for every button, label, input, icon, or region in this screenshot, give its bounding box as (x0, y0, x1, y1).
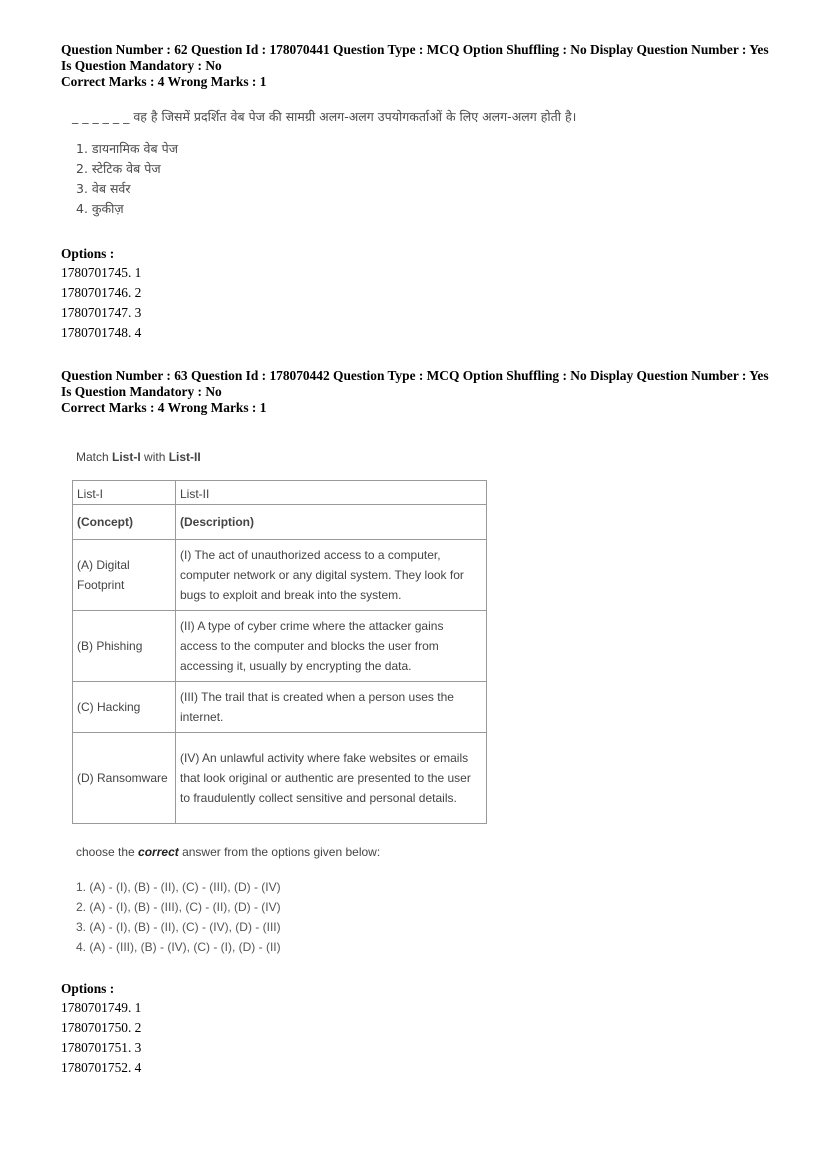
mandatory-line: Is Question Mandatory : No (61, 384, 222, 399)
table-cell: (C) Hacking (73, 682, 176, 733)
question-header (61, 42, 776, 90)
table-cell: (II) A type of cyber crime where the attacker gains access to the computer and blocks the user from accessing it, usually by encrypting the data. (176, 611, 487, 682)
question-meta-line: Question Number : 62 Question Id : 178070441 Question Type : MCQ Option Shuffling : No Display Question Number : Yes (61, 42, 769, 57)
option-item: 1780701750. 2 (61, 1020, 142, 1035)
table-header-row (73, 481, 487, 505)
match-table (72, 480, 487, 824)
table-row (73, 540, 487, 611)
table-row (73, 733, 487, 824)
table-header-row (73, 505, 487, 540)
table-cell: (B) Phishing (73, 611, 176, 682)
table-header-cell: List-I (73, 481, 176, 505)
options-title: Options : (61, 246, 115, 261)
table-row (73, 682, 487, 733)
choice-item: 1. डायनामिक वेब पेज (76, 141, 178, 156)
option-item: 1780701745. 1 (61, 265, 142, 280)
question-header (61, 368, 776, 416)
answer-item: 4. (A) - (III), (B) - (IV), (C) - (I), (D) - (II) (76, 940, 281, 954)
answer-item: 1. (A) - (I), (B) - (II), (C) - (III), (D) - (IV) (76, 880, 281, 894)
question-stem: _ _ _ _ _ _ वह है जिसमें प्रदर्शित वेब पेज की सामग्री अलग-अलग उपयोगकर्ताओं के लिए अलग-अलग होती है। (72, 109, 577, 124)
answer-item: 2. (A) - (I), (B) - (III), (C) - (II), (D) - (IV) (76, 900, 281, 914)
table-cell: (IV) An unlawful activity where fake websites or emails that look original or authentic are presented to the user to fraudulently collect sensitive and personal details. (176, 733, 487, 824)
question-body (72, 108, 652, 219)
option-item: 1780701752. 4 (61, 1060, 142, 1075)
option-item: 1780701748. 4 (61, 325, 142, 340)
answer-item: 3. (A) - (I), (B) - (II), (C) - (IV), (D) - (III) (76, 920, 281, 934)
choice-item: 4. कुकीज़ (76, 201, 124, 216)
table-header-cell: (Concept) (73, 505, 176, 540)
question-meta-line: Question Number : 63 Question Id : 178070442 Question Type : MCQ Option Shuffling : No Display Question Number : Yes (61, 368, 769, 383)
table-header-cell: (Description) (176, 505, 487, 540)
option-item: 1780701751. 3 (61, 1040, 142, 1055)
table-cell: (D) Ransomware (73, 733, 176, 824)
table-header-cell: List-II (176, 481, 487, 505)
option-item: 1780701747. 3 (61, 305, 142, 320)
table-cell: (I) The act of unauthorized access to a computer, computer network or any digital system. They look for bugs to exploit and break into the system. (176, 540, 487, 611)
answer-list (76, 877, 281, 957)
marks-line: Correct Marks : 4 Wrong Marks : 1 (61, 400, 267, 415)
choice-list (76, 139, 652, 219)
choice-item: 3. वेब सर्वर (76, 181, 131, 196)
choice-item: 2. स्टेटिक वेब पेज (76, 161, 161, 176)
option-item: 1780701749. 1 (61, 1000, 142, 1015)
table-cell: (III) The trail that is created when a person uses the internet. (176, 682, 487, 733)
choose-instruction: choose the correct answer from the options given below: (76, 845, 381, 859)
option-item: 1780701746. 2 (61, 285, 142, 300)
options-title: Options : (61, 981, 115, 996)
table-row (73, 611, 487, 682)
marks-line: Correct Marks : 4 Wrong Marks : 1 (61, 74, 267, 89)
table-cell: (A) Digital Footprint (73, 540, 176, 611)
match-instruction: Match List-I with List-II (76, 450, 201, 464)
mandatory-line: Is Question Mandatory : No (61, 58, 222, 73)
